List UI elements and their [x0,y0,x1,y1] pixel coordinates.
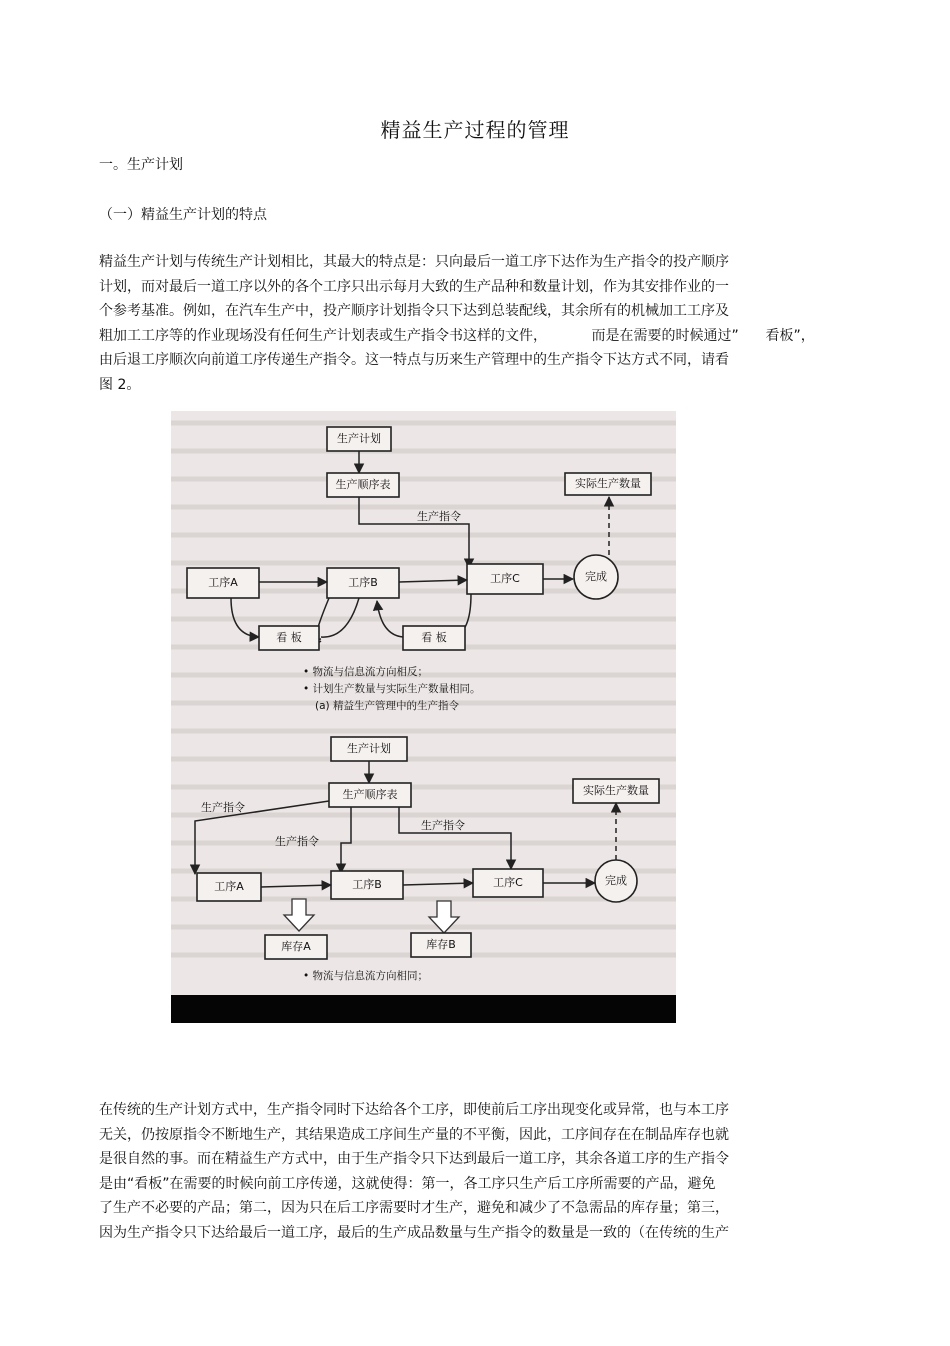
note-b-1: • 物流与信息流方向相同； [303,970,429,982]
svg-text:生产顺序表: 生产顺序表 [335,478,391,491]
svg-text:生产计划: 生产计划 [337,432,381,445]
text-line: 计划，而对最后一道工序以外的各个工序只出示每月大致的生产品种和数量计划，作为其安排作业的一 [99,278,729,295]
page-title: 精益生产过程的管理 [380,118,570,142]
circle-complete [574,555,618,599]
scan-border [171,995,676,1023]
diagram-a [187,427,651,712]
circle-complete-b [595,860,637,902]
box-actual-quantity [565,473,651,495]
label-order-c: 生产指令 [421,819,465,832]
svg-text:工序A: 工序A [214,880,244,893]
box-inventory-b [411,933,471,957]
box-process-b-b [331,871,403,899]
label-production-order: 生产指令 [417,510,461,523]
caption-a: (a) 精益生产管理中的生产指令 [315,700,459,712]
subsection-heading: （一）精益生产计划的特点 [99,207,267,223]
box-kanban-2 [403,626,465,650]
svg-text:生产顺序表: 生产顺序表 [342,788,398,801]
text-line: 图 2。 [99,376,141,393]
text-line: 由后退工序顺次向前道工序传递生产指令。这一特点与历来生产管理中的生产指令下达方式不同，请看 [99,352,729,368]
svg-text:实际生产数量: 实际生产数量 [583,784,649,797]
text-line: 粗加工工序等的作业现场没有任何生产计划表或生产指令书这样的文件， 而是在需要的时候通过” 看板”， [99,327,815,344]
box-kanban-1 [259,626,319,650]
svg-text:工序B: 工序B [348,576,378,589]
box-process-a [187,568,259,598]
box-process-c [467,564,543,594]
note-a-1: • 物流与信息流方向相反； [303,666,429,678]
svg-text:工序C: 工序C [490,572,520,585]
text-line: 了生产不必要的产品；第二，因为只在后工序需要时才生产，避免和减少了不急需品的库存量；第三， [99,1200,729,1216]
svg-text:库存B: 库存B [426,938,456,951]
svg-text:工序C: 工序C [493,876,523,889]
svg-text:生产计划: 生产计划 [347,742,391,755]
box-sequence-table-b [329,783,411,807]
box-process-a-b [197,873,261,901]
paragraph-intro [99,250,879,397]
text-line: 精益生产计划与传统生产计划相比，其最大的特点是：只向最后一道工序下达作为生产指令的投产顺序 [99,254,729,270]
svg-text:看 板: 看 板 [276,631,302,644]
text-line: 是由“看板”在需要的时候向前工序传递，这就使得：第一，各工序只生产后工序所需要的产品，避免 [99,1175,716,1192]
svg-text:工序B: 工序B [352,878,382,891]
label-order-a: 生产指令 [201,801,245,814]
svg-text:实际生产数量: 实际生产数量 [575,477,641,490]
section-heading: 一。生产计划 [99,157,183,173]
box-sequence-table [327,473,399,497]
text-line: 是很自然的事。而在精益生产方式中，由于生产指令只下达到最后一道工序，其余各道工序的生产指令 [99,1151,729,1167]
label-order-b: 生产指令 [275,835,319,848]
box-inventory-a [265,935,327,959]
svg-text:完成: 完成 [605,874,627,887]
svg-text:看 板: 看 板 [421,631,447,644]
svg-text:完成: 完成 [585,570,607,583]
svg-text:库存A: 库存A [281,940,311,953]
box-process-b [327,568,399,598]
note-a-2: • 计划生产数量与实际生产数量相同。 [303,683,481,695]
text-line: 个参考基准。例如，在汽车生产中，投产顺序计划指令只下达到总装配线，其余所有的机械加工工序及 [99,303,729,319]
svg-text:工序A: 工序A [208,576,238,589]
box-actual-quantity-b [573,779,659,803]
diagram-b [195,737,659,982]
box-production-plan [327,427,391,451]
figure-production-order-diagram [171,411,676,1023]
text-line: 因为生产指令只下达给最后一道工序，最后的生产成品数量与生产指令的数量是一致的（在传统的生产 [99,1224,729,1241]
box-production-plan-b [331,737,407,761]
text-line: 无关，仍按原指令不断地生产，其结果造成工序间生产量的不平衡，因此，工序间存在在制品库存也就 [99,1126,729,1143]
box-process-c-b [473,869,543,897]
paragraph-comparison [99,1098,789,1245]
text-line: 在传统的生产计划方式中，生产指令同时下达给各个工序，即使前后工序出现变化或异常，也与本工序 [99,1102,729,1118]
